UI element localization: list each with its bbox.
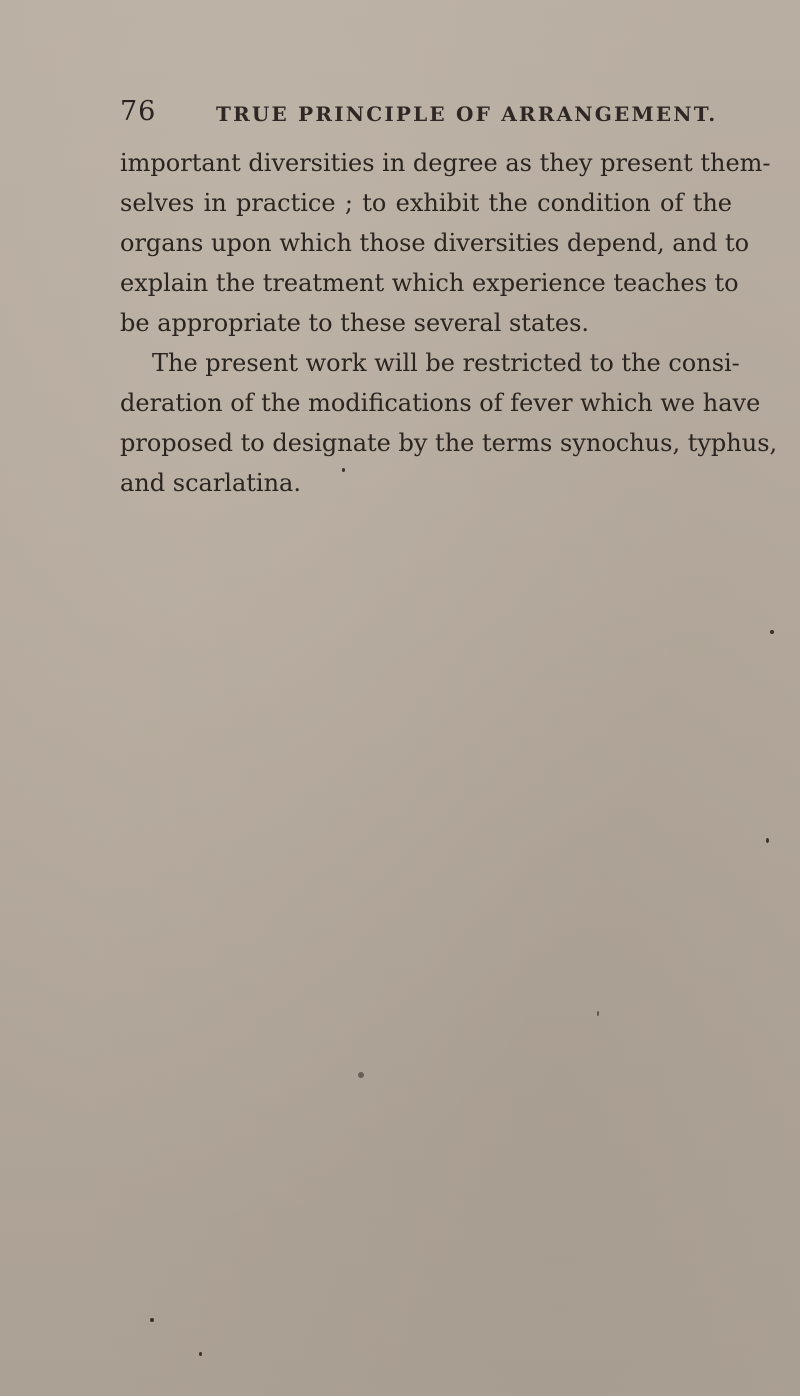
text-line: deration of the modifications of fever which we have xyxy=(120,389,761,417)
paragraph-1 xyxy=(120,143,771,343)
text-line: important diversities in degree as they present them- xyxy=(120,149,771,177)
paper-speck xyxy=(358,1072,364,1078)
text-line: explain the treatment which experience teaches to xyxy=(120,269,739,297)
text-line: be appropriate to these several states. xyxy=(120,309,590,337)
text-line: and scarlatina. xyxy=(120,469,301,497)
text-line: The present work will be restricted to the consi- xyxy=(152,349,740,377)
text-line: organs upon which those diversities depend, and to xyxy=(120,229,750,257)
text-line: proposed to designate by the terms synochus, typhus, xyxy=(120,429,778,457)
body-text xyxy=(120,143,778,503)
running-head xyxy=(120,96,740,136)
page-number: 76 xyxy=(120,96,157,127)
paragraph-2 xyxy=(120,343,778,503)
text-line: selves in practice ; to exhibit the condition of the xyxy=(120,189,732,217)
paper-speck xyxy=(766,838,769,843)
paper-speck xyxy=(150,1318,154,1322)
running-title: TRUE PRINCIPLE OF ARRANGEMENT. xyxy=(216,102,718,126)
paper-speck xyxy=(597,1011,599,1016)
paper-speck xyxy=(199,1352,202,1356)
paper-speck xyxy=(342,468,345,472)
paper-speck xyxy=(770,630,774,634)
